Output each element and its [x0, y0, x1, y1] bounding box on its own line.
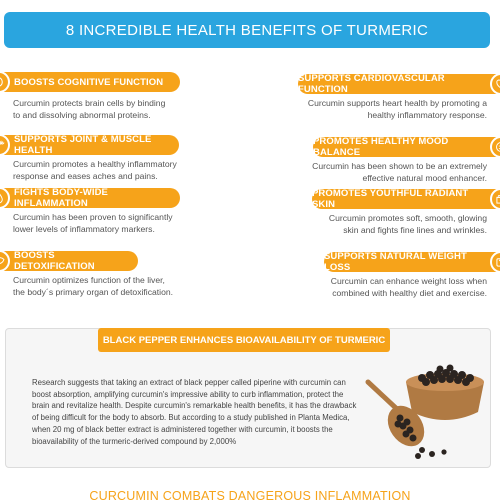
benefit-title-detox: BOOSTS DETOXIFICATION	[0, 251, 138, 271]
gift-icon	[490, 188, 500, 210]
flame-icon	[0, 187, 10, 209]
benefit-desc-inflammation: Curcumin has been proven to significantly lower levels of inflammatory markers.	[13, 212, 173, 234]
benefit-title-weight: SUPPORTS NATURAL WEIGHT LOSS	[324, 252, 500, 272]
benefit-desc-cardio: Curcumin supports heart health by promoting a healthy inflammatory response.	[307, 98, 487, 120]
liver-icon	[0, 250, 10, 272]
inflammation-heading: CURCUMIN COMBATS DANGEROUS INFLAMMATION	[89, 489, 411, 500]
benefit-desc-mood: Curcumin has been shown to be an extremely effective natural mood enhancer.	[312, 161, 487, 183]
scale-icon	[490, 251, 500, 273]
page-title: 8 INCREDIBLE HEALTH BENEFITS OF TURMERIC	[65, 21, 429, 39]
smile-icon	[490, 136, 500, 158]
header-banner	[4, 12, 490, 48]
brain-icon	[0, 71, 10, 93]
benefit-title-cardio: SUPPORTS CARDIOVASCULAR FUNCTION	[298, 74, 500, 94]
benefit-desc-joint: Curcumin promotes a healthy inflammatory response and eases aches and pains.	[13, 159, 177, 181]
benefit-desc-skin: Curcumin promotes soft, smooth, glowing skin and fights fine lines and wrinkles.	[328, 213, 487, 235]
pepper-section-title: BLACK PEPPER ENHANCES BIOAVAILABILITY OF TURMERIC	[98, 328, 390, 352]
heart-icon	[490, 73, 500, 95]
benefit-desc-cognitive: Curcumin protects brain cells by binding to and dissolving abnormal proteins.	[13, 98, 166, 120]
benefit-title-skin: PROMOTES YOUTHFUL RADIANT SKIN	[312, 189, 500, 209]
benefit-title-mood: PROMOTES HEALTHY MOOD BALANCE	[313, 137, 500, 157]
benefit-desc-weight: Curcumin can enhance weight loss when combined with healthy diet and exercise.	[330, 276, 487, 298]
benefit-title-cognitive: BOOSTS COGNITIVE FUNCTION	[0, 72, 180, 92]
benefit-title-joint: SUPPORTS JOINT & MUSCLE HEALTH	[0, 135, 179, 155]
benefit-desc-detox: Curcumin optimizes function of the liver, the body´s primary organ of detoxification.	[13, 275, 174, 297]
benefit-title-inflammation: FIGHTS BODY-WIDE INFLAMMATION	[0, 188, 180, 208]
joint-icon	[0, 134, 10, 156]
peppercorn-bowl-image	[360, 352, 490, 462]
pepper-paragraph: Research suggests that taking an extract of black pepper called piperine with curcumin can boost absorption, amplifying curcumin's impressive ability to curb inflammation, protect the brain and revitalize health. Despite curcumin's remarkable health benefits, it has the drawback of being difficult for the body to absorb. But according to a study published in Planta Medica, when 20 mg of black better extract is administered together with curcumin, it boosts the bioavailability of the turmeric-derived compound by 2,000%	[32, 378, 357, 446]
